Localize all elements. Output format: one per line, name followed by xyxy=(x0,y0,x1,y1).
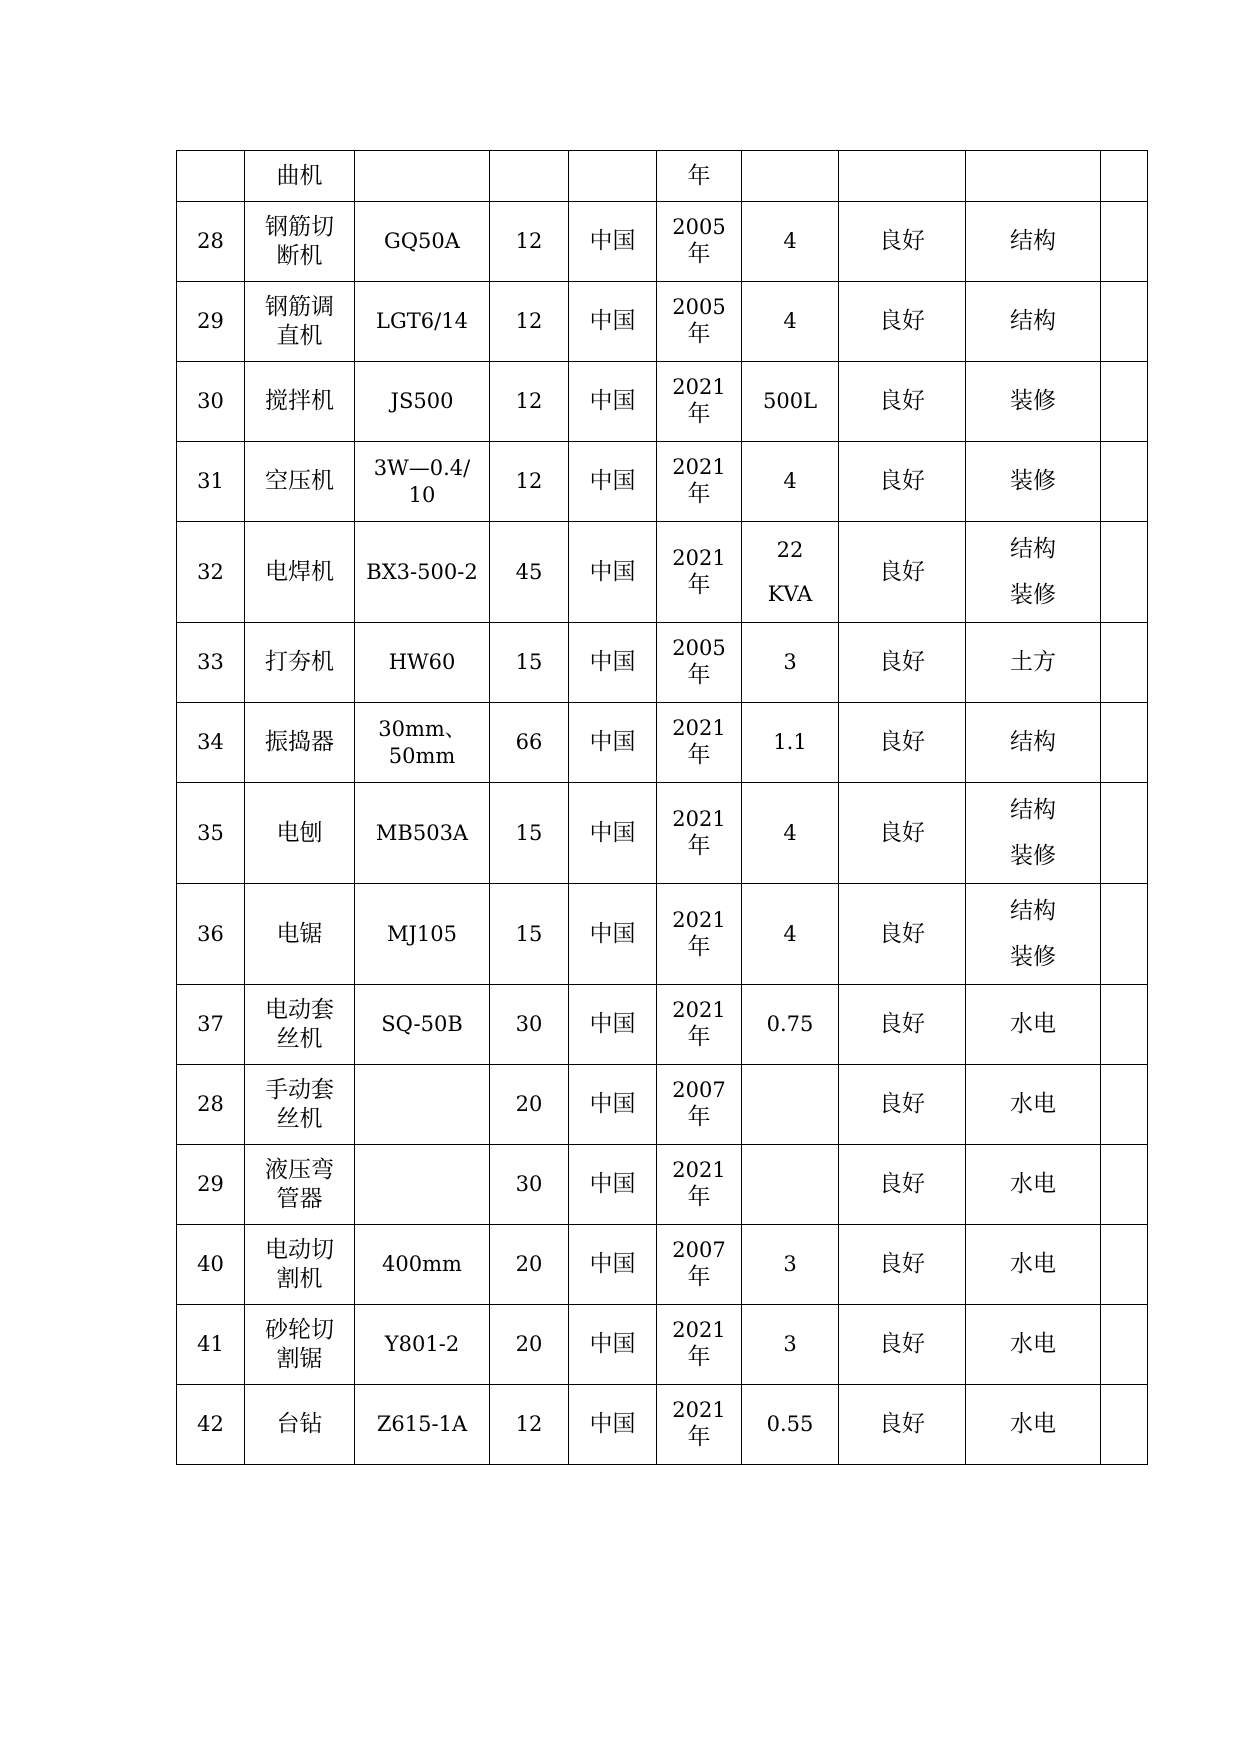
rated-power-cell xyxy=(742,884,839,985)
usage-cell-line: 装修 xyxy=(1010,944,1056,970)
rated-power-cell xyxy=(742,1385,839,1465)
usage-cell xyxy=(966,703,1101,783)
equipment-name-cell-line: 丝机 xyxy=(276,1105,323,1132)
rated-power-cell xyxy=(742,703,839,783)
quantity-cell: 12 xyxy=(490,442,569,522)
manufacture-year-cell xyxy=(657,1305,742,1385)
equipment-name-cell-line: 管器 xyxy=(276,1185,323,1212)
manufacture-year-cell-line: 2021 xyxy=(672,998,726,1022)
usage-cell xyxy=(966,1065,1101,1145)
usage-cell xyxy=(966,985,1101,1065)
manufacture-year-cell-line: 2005 xyxy=(672,215,726,239)
remark-cell xyxy=(1101,623,1148,703)
quantity-cell: 20 xyxy=(490,1065,569,1145)
model-cell-line: BX3-500-2 xyxy=(366,559,478,584)
model-cell-line: Z615-1A xyxy=(376,1412,468,1437)
model-cell xyxy=(355,442,490,522)
usage-cell xyxy=(966,884,1101,985)
manufacture-year-cell-line: 年 xyxy=(687,571,711,598)
remark-cell xyxy=(1101,442,1148,522)
equipment-name-cell-line: 电焊机 xyxy=(265,558,334,585)
equipment-name-cell xyxy=(245,703,355,783)
item-number-cell: 42 xyxy=(177,1385,245,1465)
rated-power-cell xyxy=(742,1305,839,1385)
origin-cell: 中国 xyxy=(569,1305,657,1385)
model-cell xyxy=(355,1305,490,1385)
condition-cell: 良好 xyxy=(839,1305,966,1385)
condition-cell: 良好 xyxy=(839,1065,966,1145)
model-cell-line: MJ105 xyxy=(386,921,457,946)
rated-power-cell xyxy=(742,783,839,884)
equipment-name-cell xyxy=(245,282,355,362)
manufacture-year-cell-line: 2021 xyxy=(672,716,726,740)
manufacture-year-cell xyxy=(657,522,742,623)
condition-cell: 良好 xyxy=(839,623,966,703)
equipment-name-cell-line: 振捣器 xyxy=(265,729,334,756)
manufacture-year-cell xyxy=(657,783,742,884)
item-number-cell: 36 xyxy=(177,884,245,985)
remark-cell xyxy=(1101,522,1148,623)
remark-cell xyxy=(1101,282,1148,362)
equipment-name-cell xyxy=(245,1065,355,1145)
equipment-name-cell xyxy=(245,1305,355,1385)
quantity-cell: 20 xyxy=(490,1225,569,1305)
model-cell xyxy=(355,783,490,884)
table-row xyxy=(177,151,1148,202)
manufacture-year-cell-line: 年 xyxy=(687,1104,711,1131)
equipment-table xyxy=(176,150,1148,1465)
rated-power-cell xyxy=(742,1225,839,1305)
equipment-name-cell-line: 电锯 xyxy=(276,920,323,947)
origin-cell: 中国 xyxy=(569,442,657,522)
equipment-name-cell xyxy=(245,522,355,623)
origin-cell: 中国 xyxy=(569,985,657,1065)
manufacture-year-cell-line: 年 xyxy=(687,1424,711,1451)
item-number-cell: 28 xyxy=(177,1065,245,1145)
manufacture-year-cell xyxy=(657,1065,742,1145)
condition-cell: 良好 xyxy=(839,202,966,282)
item-number-cell: 37 xyxy=(177,985,245,1065)
table-row xyxy=(177,362,1148,442)
equipment-name-cell-line: 液压弯 xyxy=(265,1156,334,1183)
manufacture-year-cell-line: 年 xyxy=(687,832,711,859)
model-cell-line: 3W—0.4/ xyxy=(373,456,471,481)
model-cell-line: LGT6/14 xyxy=(376,309,468,334)
table-row xyxy=(177,1145,1148,1225)
manufacture-year-cell-line: 年 xyxy=(687,321,711,348)
usage-cell-line: 装修 xyxy=(1010,843,1056,869)
item-number-cell xyxy=(177,151,245,202)
equipment-name-cell-line: 断机 xyxy=(276,242,323,269)
rated-power-cell-line: 3 xyxy=(783,1252,797,1277)
item-number-cell: 41 xyxy=(177,1305,245,1385)
origin-cell: 中国 xyxy=(569,202,657,282)
manufacture-year-cell xyxy=(657,1385,742,1465)
rated-power-cell xyxy=(742,985,839,1065)
rated-power-cell-line: 0.75 xyxy=(766,1012,814,1037)
item-number-cell: 29 xyxy=(177,1145,245,1225)
equipment-name-cell xyxy=(245,623,355,703)
condition-cell: 良好 xyxy=(839,884,966,985)
equipment-name-cell-line: 钢筋调 xyxy=(265,293,334,320)
rated-power-cell xyxy=(742,151,839,202)
equipment-name-cell-line: 电动套 xyxy=(265,996,334,1023)
quantity-cell: 30 xyxy=(490,1145,569,1225)
usage-cell-line: 水电 xyxy=(1010,1411,1056,1438)
model-cell xyxy=(355,522,490,623)
equipment-name-cell xyxy=(245,1225,355,1305)
rated-power-cell-line: 4 xyxy=(783,229,797,254)
manufacture-year-cell-line: 2021 xyxy=(672,455,726,479)
manufacture-year-cell-line: 年 xyxy=(687,1024,711,1051)
remark-cell xyxy=(1101,1225,1148,1305)
usage-cell xyxy=(966,522,1101,623)
model-cell xyxy=(355,1385,490,1465)
condition-cell: 良好 xyxy=(839,783,966,884)
usage-cell-line: 结构 xyxy=(1010,536,1056,562)
rated-power-cell-line: 1.1 xyxy=(773,730,807,755)
equipment-name-cell xyxy=(245,884,355,985)
equipment-name-cell-line: 打夯机 xyxy=(265,649,334,676)
manufacture-year-cell-line: 2021 xyxy=(672,1318,726,1342)
manufacture-year-cell xyxy=(657,703,742,783)
item-number-cell: 32 xyxy=(177,522,245,623)
origin-cell: 中国 xyxy=(569,1065,657,1145)
usage-cell-line: 结构 xyxy=(1010,898,1056,924)
quantity-cell: 20 xyxy=(490,1305,569,1385)
remark-cell xyxy=(1101,985,1148,1065)
usage-cell xyxy=(966,623,1101,703)
usage-cell xyxy=(966,282,1101,362)
model-cell xyxy=(355,703,490,783)
quantity-cell: 12 xyxy=(490,202,569,282)
remark-cell xyxy=(1101,1145,1148,1225)
table-row xyxy=(177,783,1148,884)
rated-power-cell-line: 0.55 xyxy=(766,1412,814,1437)
rated-power-cell-line: KVA xyxy=(767,582,813,606)
item-number-cell: 29 xyxy=(177,282,245,362)
condition-cell xyxy=(839,151,966,202)
origin-cell: 中国 xyxy=(569,362,657,442)
origin-cell: 中国 xyxy=(569,783,657,884)
table-row xyxy=(177,623,1148,703)
usage-cell xyxy=(966,202,1101,282)
manufacture-year-cell-line: 年 xyxy=(687,1264,711,1291)
equipment-name-cell xyxy=(245,202,355,282)
rated-power-cell-line: 4 xyxy=(783,469,797,494)
equipment-name-cell xyxy=(245,783,355,884)
manufacture-year-cell-line: 年 xyxy=(687,1344,711,1371)
manufacture-year-cell-line: 2021 xyxy=(672,907,726,932)
origin-cell: 中国 xyxy=(569,1225,657,1305)
equipment-name-cell-line: 空压机 xyxy=(265,468,334,495)
condition-cell: 良好 xyxy=(839,1385,966,1465)
usage-cell xyxy=(966,1225,1101,1305)
rated-power-cell xyxy=(742,1065,839,1145)
rated-power-cell-line: 22 xyxy=(776,537,804,562)
manufacture-year-cell-line: 年 xyxy=(687,241,711,268)
table-row xyxy=(177,985,1148,1065)
table-row xyxy=(177,442,1148,522)
condition-cell: 良好 xyxy=(839,985,966,1065)
usage-cell-line: 结构 xyxy=(1010,308,1056,335)
origin-cell: 中国 xyxy=(569,623,657,703)
quantity-cell: 45 xyxy=(490,522,569,623)
equipment-name-cell-line: 割机 xyxy=(276,1265,323,1292)
rated-power-cell-line: 4 xyxy=(783,921,797,946)
remark-cell xyxy=(1101,362,1148,442)
manufacture-year-cell-line: 年 xyxy=(687,1184,711,1211)
usage-cell-line: 水电 xyxy=(1010,1171,1056,1198)
item-number-cell: 35 xyxy=(177,783,245,884)
equipment-name-cell-line: 丝机 xyxy=(276,1025,323,1052)
usage-cell-line: 水电 xyxy=(1010,1331,1056,1358)
usage-cell xyxy=(966,442,1101,522)
remark-cell xyxy=(1101,884,1148,985)
remark-cell xyxy=(1101,151,1148,202)
origin-cell: 中国 xyxy=(569,522,657,623)
model-cell-line: SQ-50B xyxy=(381,1012,463,1037)
table-row xyxy=(177,884,1148,985)
quantity-cell: 66 xyxy=(490,703,569,783)
remark-cell xyxy=(1101,703,1148,783)
model-cell xyxy=(355,151,490,202)
table-row xyxy=(177,703,1148,783)
equipment-name-cell-line: 割锯 xyxy=(276,1345,323,1372)
equipment-name-cell-line: 钢筋切 xyxy=(265,213,334,240)
usage-cell-line: 结构 xyxy=(1010,228,1056,255)
usage-cell-line: 水电 xyxy=(1010,1091,1056,1118)
equipment-name-cell xyxy=(245,1145,355,1225)
item-number-cell: 30 xyxy=(177,362,245,442)
manufacture-year-cell xyxy=(657,1145,742,1225)
manufacture-year-cell-line: 2021 xyxy=(672,545,726,570)
model-cell xyxy=(355,1065,490,1145)
condition-cell: 良好 xyxy=(839,442,966,522)
equipment-name-cell-line: 手动套 xyxy=(265,1076,334,1103)
manufacture-year-cell xyxy=(657,282,742,362)
table-row xyxy=(177,1305,1148,1385)
rated-power-cell xyxy=(742,442,839,522)
manufacture-year-cell-line: 年 xyxy=(687,481,711,508)
usage-cell xyxy=(966,362,1101,442)
equipment-name-cell-line: 台钻 xyxy=(276,1411,323,1438)
table-row xyxy=(177,1225,1148,1305)
usage-cell xyxy=(966,783,1101,884)
equipment-name-cell xyxy=(245,985,355,1065)
equipment-name-cell-line: 砂轮切 xyxy=(265,1316,334,1343)
rated-power-cell-line: 4 xyxy=(783,309,797,334)
quantity-cell: 15 xyxy=(490,623,569,703)
model-cell xyxy=(355,884,490,985)
quantity-cell: 12 xyxy=(490,362,569,442)
condition-cell: 良好 xyxy=(839,522,966,623)
equipment-name-cell-line: 电动切 xyxy=(265,1236,334,1263)
manufacture-year-cell xyxy=(657,623,742,703)
rated-power-cell-line: 500L xyxy=(762,389,818,414)
table-row xyxy=(177,1065,1148,1145)
condition-cell: 良好 xyxy=(839,703,966,783)
model-cell xyxy=(355,282,490,362)
manufacture-year-cell xyxy=(657,151,742,202)
manufacture-year-cell xyxy=(657,202,742,282)
manufacture-year-cell-line: 年 xyxy=(687,742,711,769)
model-cell-line: 10 xyxy=(408,482,436,507)
quantity-cell: 15 xyxy=(490,783,569,884)
equipment-name-cell-line: 电刨 xyxy=(276,819,323,846)
item-number-cell: 31 xyxy=(177,442,245,522)
manufacture-year-cell-line: 2007 xyxy=(672,1238,726,1262)
rated-power-cell-line: 3 xyxy=(783,1332,797,1357)
manufacture-year-cell-line: 年 xyxy=(687,162,711,189)
usage-cell xyxy=(966,151,1101,202)
manufacture-year-cell xyxy=(657,985,742,1065)
origin-cell: 中国 xyxy=(569,703,657,783)
manufacture-year-cell xyxy=(657,362,742,442)
manufacture-year-cell-line: 2005 xyxy=(672,295,726,319)
usage-cell-line: 水电 xyxy=(1010,1011,1056,1038)
usage-cell-line: 装修 xyxy=(1010,468,1056,495)
manufacture-year-cell xyxy=(657,1225,742,1305)
remark-cell xyxy=(1101,1385,1148,1465)
condition-cell: 良好 xyxy=(839,282,966,362)
rated-power-cell xyxy=(742,522,839,623)
model-cell xyxy=(355,1145,490,1225)
usage-cell-line: 结构 xyxy=(1010,729,1056,756)
manufacture-year-cell-line: 2021 xyxy=(672,1158,726,1182)
item-number-cell: 33 xyxy=(177,623,245,703)
remark-cell xyxy=(1101,202,1148,282)
usage-cell-line: 装修 xyxy=(1010,582,1056,608)
rated-power-cell xyxy=(742,1145,839,1225)
manufacture-year-cell xyxy=(657,442,742,522)
manufacture-year-cell-line: 2007 xyxy=(672,1078,726,1102)
quantity-cell: 15 xyxy=(490,884,569,985)
quantity-cell: 12 xyxy=(490,282,569,362)
origin-cell: 中国 xyxy=(569,1385,657,1465)
usage-cell xyxy=(966,1145,1101,1225)
item-number-cell: 40 xyxy=(177,1225,245,1305)
model-cell-line: GQ50A xyxy=(384,229,460,254)
manufacture-year-cell-line: 年 xyxy=(687,401,711,428)
equipment-name-cell xyxy=(245,1385,355,1465)
remark-cell xyxy=(1101,783,1148,884)
model-cell-line: MB503A xyxy=(375,820,469,845)
manufacture-year-cell-line: 年 xyxy=(687,933,711,960)
usage-cell-line: 结构 xyxy=(1010,797,1056,823)
item-number-cell: 34 xyxy=(177,703,245,783)
equipment-name-cell-line: 直机 xyxy=(276,322,323,349)
model-cell xyxy=(355,1225,490,1305)
manufacture-year-cell-line: 2021 xyxy=(672,1398,726,1422)
condition-cell: 良好 xyxy=(839,1225,966,1305)
rated-power-cell xyxy=(742,202,839,282)
table-row xyxy=(177,282,1148,362)
model-cell-line: JS500 xyxy=(390,389,454,414)
usage-cell-line: 土方 xyxy=(1010,649,1056,676)
usage-cell-line: 装修 xyxy=(1010,388,1056,415)
quantity-cell xyxy=(490,151,569,202)
equipment-name-cell xyxy=(245,362,355,442)
origin-cell: 中国 xyxy=(569,884,657,985)
usage-cell-line: 水电 xyxy=(1010,1251,1056,1278)
model-cell xyxy=(355,202,490,282)
manufacture-year-cell-line: 2021 xyxy=(672,806,726,831)
equipment-name-cell xyxy=(245,442,355,522)
table-body xyxy=(177,151,1148,1465)
quantity-cell: 12 xyxy=(490,1385,569,1465)
condition-cell: 良好 xyxy=(839,362,966,442)
model-cell xyxy=(355,623,490,703)
model-cell xyxy=(355,362,490,442)
manufacture-year-cell-line: 2021 xyxy=(672,375,726,399)
quantity-cell: 30 xyxy=(490,985,569,1065)
equipment-name-cell-line: 曲机 xyxy=(276,162,323,189)
equipment-name-cell-line: 搅拌机 xyxy=(265,388,334,415)
rated-power-cell-line: 4 xyxy=(783,820,797,845)
model-cell-line: 400mm xyxy=(382,1252,462,1277)
table-row xyxy=(177,202,1148,282)
manufacture-year-cell-line: 年 xyxy=(687,662,711,689)
origin-cell: 中国 xyxy=(569,282,657,362)
usage-cell xyxy=(966,1305,1101,1385)
manufacture-year-cell-line: 2005 xyxy=(672,636,726,660)
rated-power-cell xyxy=(742,623,839,703)
usage-cell xyxy=(966,1385,1101,1465)
remark-cell xyxy=(1101,1305,1148,1385)
rated-power-cell-line: 3 xyxy=(783,650,797,675)
model-cell-line: Y801-2 xyxy=(384,1332,460,1357)
condition-cell: 良好 xyxy=(839,1145,966,1225)
rated-power-cell xyxy=(742,362,839,442)
table-row xyxy=(177,1385,1148,1465)
remark-cell xyxy=(1101,1065,1148,1145)
model-cell-line: 30mm、50mm xyxy=(378,717,466,768)
item-number-cell: 28 xyxy=(177,202,245,282)
table-row xyxy=(177,522,1148,623)
origin-cell: 中国 xyxy=(569,1145,657,1225)
model-cell xyxy=(355,985,490,1065)
rated-power-cell xyxy=(742,282,839,362)
equipment-name-cell xyxy=(245,151,355,202)
manufacture-year-cell xyxy=(657,884,742,985)
model-cell-line: HW60 xyxy=(388,650,456,675)
origin-cell xyxy=(569,151,657,202)
